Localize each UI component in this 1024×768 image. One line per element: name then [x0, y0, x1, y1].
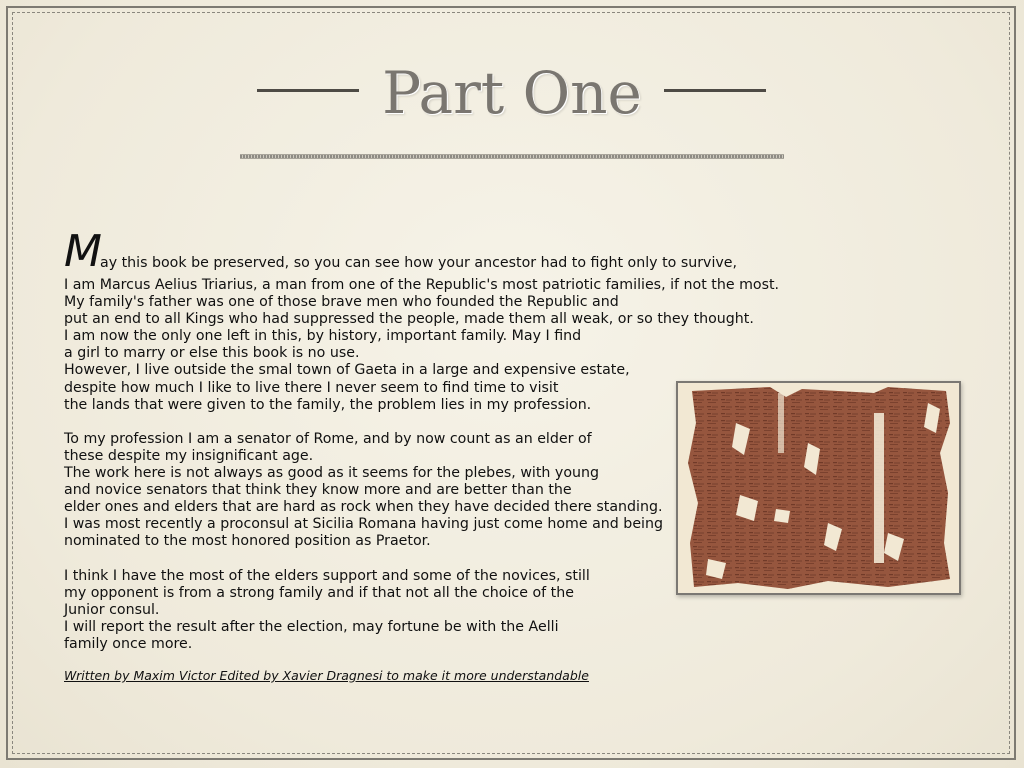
author-credit: Written by Maxim Victor Edited by Xavier Dragnesi to make it more understandable: [64, 668, 589, 683]
text-line: I was most recently a proconsul at Sicilia Romana having just come home and being: [64, 516, 663, 533]
title-rule-left: [257, 89, 359, 92]
intro-line: [64, 226, 824, 277]
title-row: [0, 58, 1024, 128]
drop-cap: M: [64, 226, 102, 277]
intro-text: ay this book be preserved, so you can see how your ancestor had to fight only to survive,: [100, 255, 738, 271]
title-divider: [240, 154, 784, 159]
text-line: However, I live outside the smal town of Gaeta in a large and expensive estate,: [64, 362, 630, 379]
text-line: my opponent is from a strong family and if that not all the choice of the: [64, 584, 574, 601]
text-line: the lands that were given to the family, the problem lies in my profession.: [64, 396, 592, 413]
text-line: I am Marcus Aelius Triarius, a man from one of the Republic's most patriotic families, if not the most.: [64, 277, 780, 293]
text-line: elder ones and elders that are hard as rock when they have decided there standing.: [64, 499, 663, 516]
text-line: Junior consul.: [64, 601, 160, 618]
text-line: To my profession I am a senator of Rome, and by now count as an elder of: [64, 430, 592, 447]
slide-title: Part One: [382, 59, 642, 127]
text-line: and novice senators that think they know more and are better than the: [64, 482, 572, 499]
text-line: I think I have the most of the elders support and some of the novices, still: [64, 567, 590, 584]
title-rule-right: [664, 89, 766, 92]
papyrus-image: [676, 381, 961, 595]
text-line: I will report the result after the election, may fortune be with the Aelli: [64, 618, 559, 635]
text-line: The work here is not always as good as it seems for the plebes, with young: [64, 465, 600, 482]
text-line: despite how much I like to live there I never seem to find time to visit: [64, 379, 559, 396]
text-line: nominated to the most honored position as Praetor.: [64, 533, 431, 550]
text-line: I am now the only one left in this, by history, important family. May I find: [64, 328, 582, 345]
text-line: family once more.: [64, 635, 193, 652]
text-line: these despite my insignificant age.: [64, 447, 314, 464]
text-line: My family's father was one of those brave men who founded the Republic and: [64, 294, 619, 311]
text-line: put an end to all Kings who had suppressed the people, made them all weak, or so they thought.: [64, 311, 754, 328]
text-line: a girl to marry or else this book is no use.: [64, 345, 360, 362]
papyrus-illustration: [678, 383, 959, 593]
